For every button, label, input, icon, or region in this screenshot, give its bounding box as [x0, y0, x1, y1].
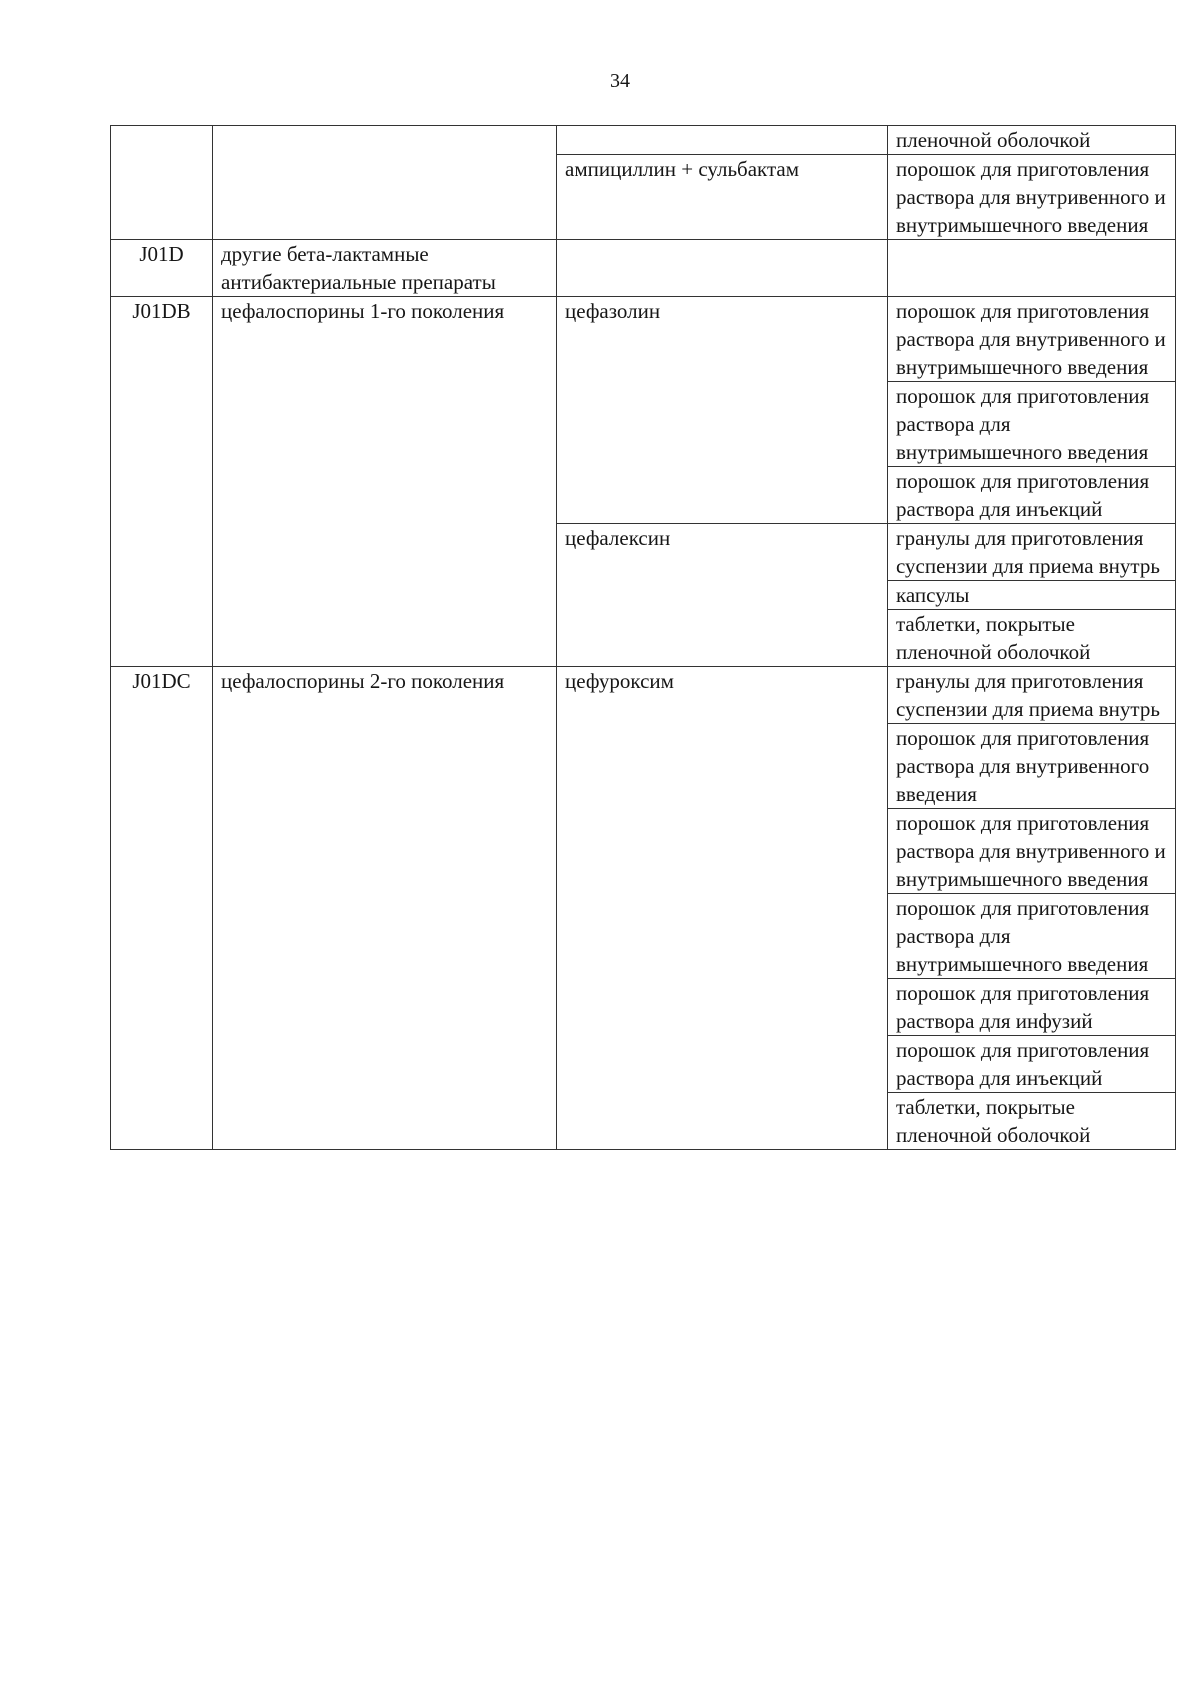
dosage-form-cell: порошок для приготовления раствора для инъекций	[888, 467, 1176, 524]
group-name-cell: цефалоспорины 1-го поколения	[213, 297, 557, 667]
drug-name-cell: цефалексин	[557, 524, 888, 667]
dosage-form-cell: порошок для приготовления раствора для внутривенного и внутримышечного введения	[888, 297, 1176, 382]
drug-name-cell: цефазолин	[557, 297, 888, 524]
page-number: 34	[610, 70, 630, 92]
table-row	[111, 240, 1176, 297]
dosage-form-cell: порошок для приготовления раствора для внутривенного и внутримышечного введения	[888, 809, 1176, 894]
drug-name-cell: ампициллин + сульбактам	[557, 155, 888, 240]
table-row	[111, 667, 1176, 724]
group-name-cell: цефалоспорины 2-го поколения	[213, 667, 557, 1150]
dosage-form-cell: таблетки, покрытые пленочной оболочкой	[888, 1093, 1176, 1150]
dosage-form-cell: порошок для приготовления раствора для инъекций	[888, 1036, 1176, 1093]
table-row	[111, 126, 1176, 155]
table-row	[111, 297, 1176, 382]
atc-code-cell: J01D	[111, 240, 213, 297]
atc-code-cell: J01DC	[111, 667, 213, 1150]
dosage-form-cell: таблетки, покрытые пленочной оболочкой	[888, 610, 1176, 667]
dosage-form-cell: порошок для приготовления раствора для внутривенного введения	[888, 724, 1176, 809]
drug-name-cell	[557, 126, 888, 155]
dosage-form-cell	[888, 240, 1176, 297]
dosage-form-cell: порошок для приготовления раствора для внутримышечного введения	[888, 382, 1176, 467]
dosage-form-cell: гранулы для приготовления суспензии для приема внутрь	[888, 667, 1176, 724]
dosage-form-cell: пленочной оболочкой	[888, 126, 1176, 155]
group-name-cell: другие бета-лактамные антибактериальные препараты	[213, 240, 557, 297]
drug-table	[110, 125, 1176, 1150]
drug-name-cell: цефуроксим	[557, 667, 888, 1150]
dosage-form-cell: порошок для приготовления раствора для инфузий	[888, 979, 1176, 1036]
dosage-form-cell: порошок для приготовления раствора для внутривенного и внутримышечного введения	[888, 155, 1176, 240]
dosage-form-cell: гранулы для приготовления суспензии для приема внутрь	[888, 524, 1176, 581]
group-name-cell	[213, 126, 557, 240]
drug-name-cell	[557, 240, 888, 297]
dosage-form-cell: порошок для приготовления раствора для внутримышечного введения	[888, 894, 1176, 979]
atc-code-cell	[111, 126, 213, 240]
dosage-form-cell: капсулы	[888, 581, 1176, 610]
atc-code-cell: J01DB	[111, 297, 213, 667]
